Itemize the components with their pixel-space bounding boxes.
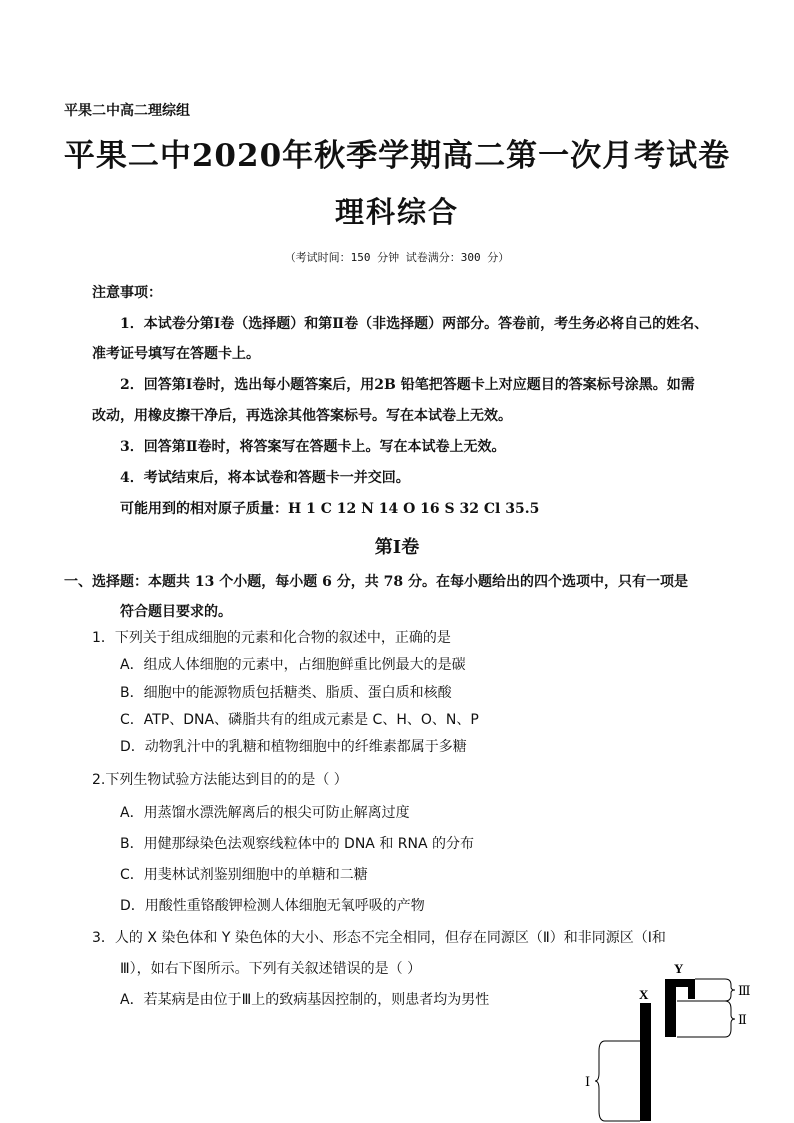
note-1a: 1．本试卷分第Ⅰ卷（选择题）和第Ⅱ卷（非选择题）两部分。答卷前，考生务必将自己的姓名、 xyxy=(120,316,709,332)
brace-iii xyxy=(725,979,735,1001)
option-a: A．若某病是由位于Ⅲ上的致病基因控制的，则患者均为男性 xyxy=(120,992,490,1008)
brace-i xyxy=(595,1041,605,1121)
question-stem: 3．人的 X 染色体和 Y 染色体的大小、形态不完全相同，但存在同源区（Ⅱ）和非同源区（Ⅰ和 xyxy=(92,930,666,946)
note-3: 3．回答第Ⅱ卷时，将答案写在答题卡上。写在本试卷上无效。 xyxy=(120,439,506,455)
section-title: 第Ⅰ卷 xyxy=(374,537,420,558)
option-d: D．动物乳汁中的乳糖和植物细胞中的纤维素都属于多糖 xyxy=(120,739,467,755)
label-y: Y xyxy=(674,961,684,976)
notes-heading: 注意事项： xyxy=(92,285,162,301)
note-2b: 改动，用橡皮擦干净后，再选涂其他答案标号。写在本试卷上无效。 xyxy=(92,408,512,424)
question-stem-continued: Ⅲ），如右下图所示。下列有关叙述错误的是（ ） xyxy=(120,961,422,977)
note-2a: 2．回答第Ⅰ卷时，选出每小题答案后，用2B 铅笔把答题卡上对应题目的答案标号涂黑。如需 xyxy=(120,377,695,393)
option-c: C．用斐林试剂鉴别细胞中的单糖和二糖 xyxy=(120,867,368,883)
exam-info: （考试时间：150 分钟 试卷满分：300 分） xyxy=(284,251,510,264)
brace-ii xyxy=(725,1001,735,1037)
note-4: 4．考试结束后，将本试卷和答题卡一并交回。 xyxy=(120,470,410,486)
section-instruction-a: 一、选择题：本题共 13 个小题，每小题 6 分，共 78 分。在每小题给出的四个选项中，只有一项是 xyxy=(64,574,688,590)
x-chromosome xyxy=(640,1003,651,1121)
y-chromosome-hook-side xyxy=(688,979,695,999)
option-b: B．用健那绿染色法观察线粒体中的 DNA 和 RNA 的分布 xyxy=(120,836,475,852)
label-i: Ⅰ xyxy=(585,1075,591,1090)
question-stem: 2.下列生物试验方法能达到目的的是（ ） xyxy=(92,772,348,788)
xy-chromosome-diagram xyxy=(585,955,765,1123)
exam-subtitle: 理科综合 xyxy=(334,195,459,229)
section-instruction-b: 符合题目要求的。 xyxy=(120,604,232,620)
atomic-mass-line: 可能用到的相对原子质量：H 1 C 12 N 14 O 16 S 32 Cl 35.5 xyxy=(120,501,540,517)
option-c: C．ATP、DNA、磷脂共有的组成元素是 C、H、O、N、P xyxy=(120,712,479,728)
option-a: A．组成人体细胞的元素中，占细胞鲜重比例最大的是碳 xyxy=(120,657,466,673)
option-d: D．用酸性重铬酸钾检测人体细胞无氧呼吸的产物 xyxy=(120,898,425,914)
y-chromosome xyxy=(665,979,676,1037)
header-label: 平果二中高二理综组 xyxy=(64,103,190,119)
option-b: B．细胞中的能源物质包括糖类、脂质、蛋白质和核酸 xyxy=(120,685,452,701)
label-ii: Ⅱ xyxy=(738,1013,747,1028)
question-stem: 1．下列关于组成细胞的元素和化合物的叙述中，正确的是 xyxy=(92,630,451,646)
label-x: X xyxy=(639,987,649,1002)
option-a: A．用蒸馏水漂洗解离后的根尖可防止解离过度 xyxy=(120,805,410,821)
note-1b: 准考证号填写在答题卡上。 xyxy=(92,346,260,362)
exam-title: 平果二中2020年秋季学期高二第一次月考试卷 xyxy=(63,138,731,174)
label-iii: Ⅲ xyxy=(738,984,751,999)
